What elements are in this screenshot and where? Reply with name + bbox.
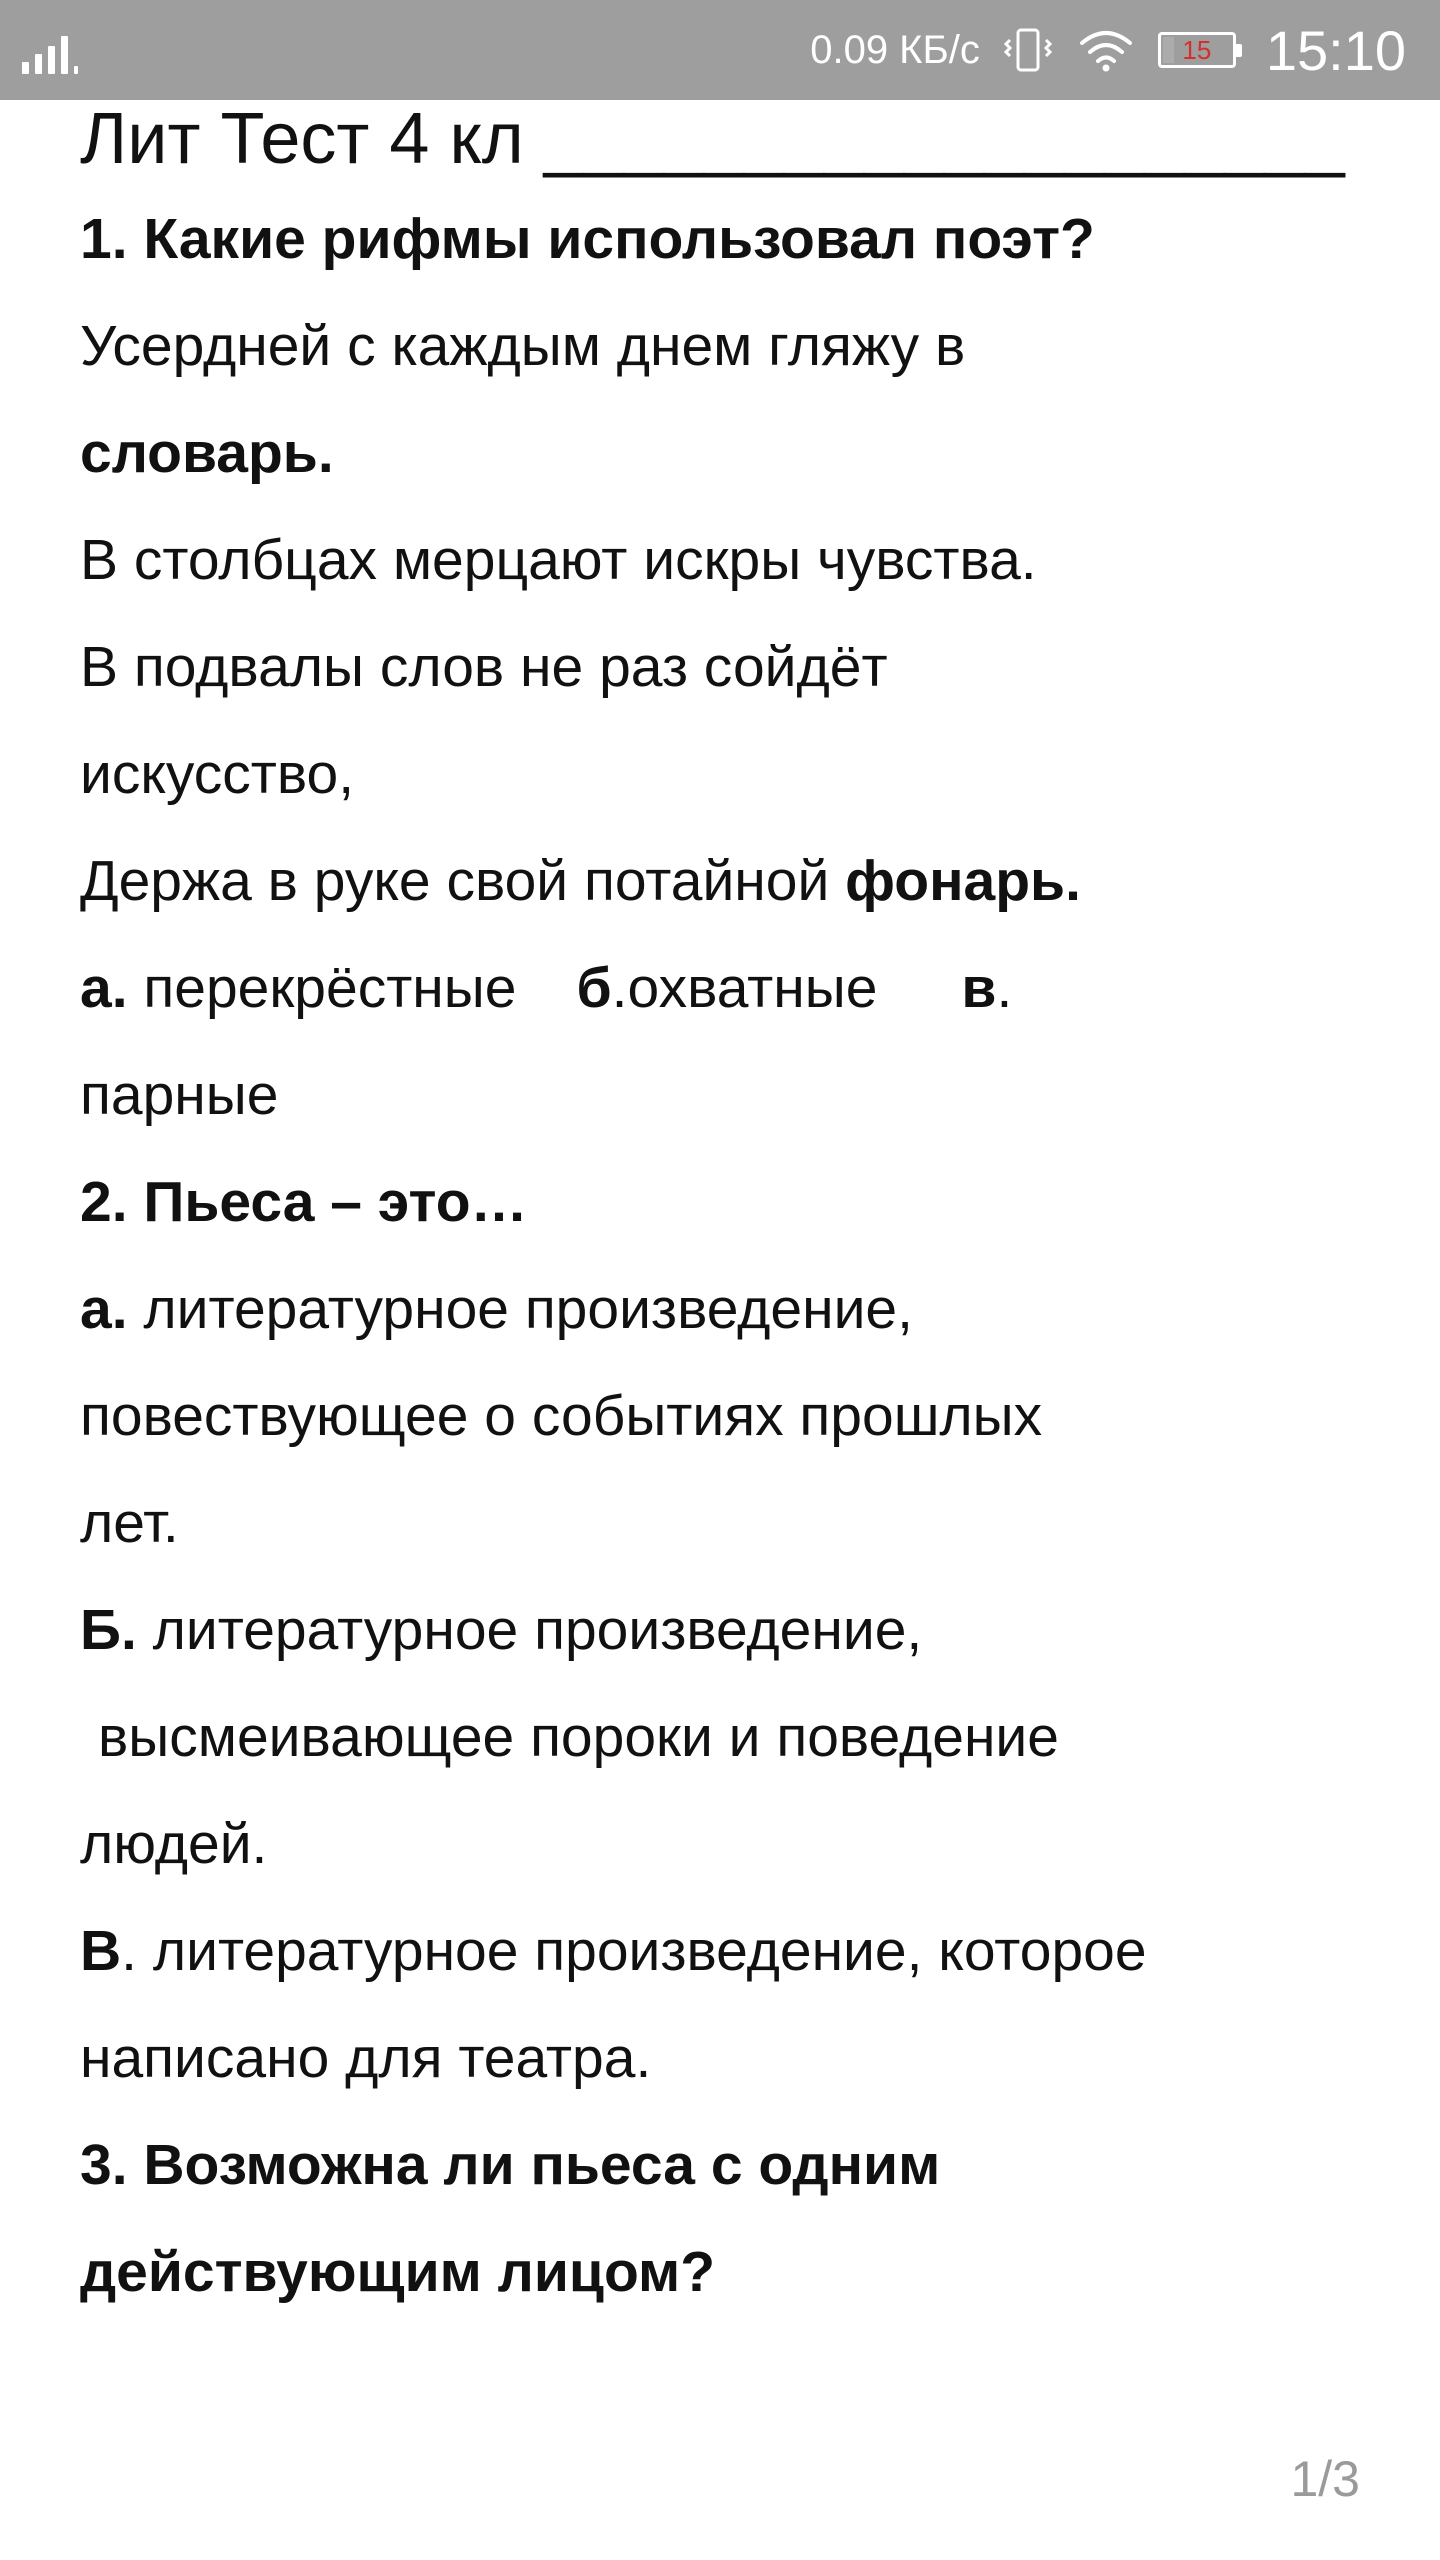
question-1: 1. Какие рифмы использовал поэт? [80,207,1095,271]
signal-icon [22,26,78,74]
option-b-text-line: высмеивающее пороки и поведение [98,1705,1059,1769]
q2-option-a [80,1256,1380,1363]
option-marker-a: а. [80,1277,128,1341]
option-marker-a: а. [80,956,128,1020]
option-b-text: людей. [80,1812,268,1876]
option-a-text: повествующее о событиях прошлых [80,1384,1043,1448]
option-b-text: литературное произведение, [136,1598,923,1662]
option-marker-c: В [80,1919,122,1983]
status-bar [0,0,1440,100]
wifi-icon [1078,27,1134,73]
poem-line: Усердней с каждым днем гляжу в [80,314,966,378]
poem-line-rhyme-word: фонарь. [845,849,1081,913]
option-a-text: лет. [80,1491,179,1555]
battery-icon [1158,32,1236,68]
poem-line: искусство, [80,742,355,806]
vibrate-icon [1002,24,1054,76]
option-b-text [80,1684,1380,1791]
poem-line: В столбцах мерцают искры чувства. [80,528,1037,592]
option-marker-b: Б. [80,1598,137,1662]
option-c-dot: . [996,956,1013,1020]
option-a-text: литературное произведение, [127,1277,913,1341]
question-3: 3. Возможна ли пьеса с одним [80,2133,941,2197]
document-title: Лит Тест 4 кл ____________________ [80,99,1345,179]
question-2: 2. Пьеса – это… [80,1170,528,1234]
option-c-text: парные [80,1063,279,1127]
option-marker-b: б [576,956,612,1020]
option-marker-c: в [961,956,997,1020]
q1-options [80,935,1380,1042]
page-indicator: 1/3 [1290,2451,1360,2507]
option-c-text: написано для театра. [80,2026,652,2090]
option-a-text: перекрёстные [127,956,517,1020]
clock: 15:10 [1265,18,1406,82]
network-speed: 0.09 КБ/с [810,27,980,72]
poem-line: словарь. [80,421,334,485]
poem-line: В подвалы слов не раз сойдёт [80,635,888,699]
document [80,92,1380,2326]
poem-line-text: Держа в руке свой потайной [80,849,846,913]
question-3-continued: действующим лицом? [80,2240,716,2304]
option-c-text: . литературное произведение, которое [121,1919,1147,1983]
option-b-text: .охватные [611,956,878,1020]
battery-level: 15 [1182,35,1212,65]
q2-option-c [80,1898,1380,2005]
poem-line [80,828,1380,935]
q2-option-b [80,1577,1380,1684]
